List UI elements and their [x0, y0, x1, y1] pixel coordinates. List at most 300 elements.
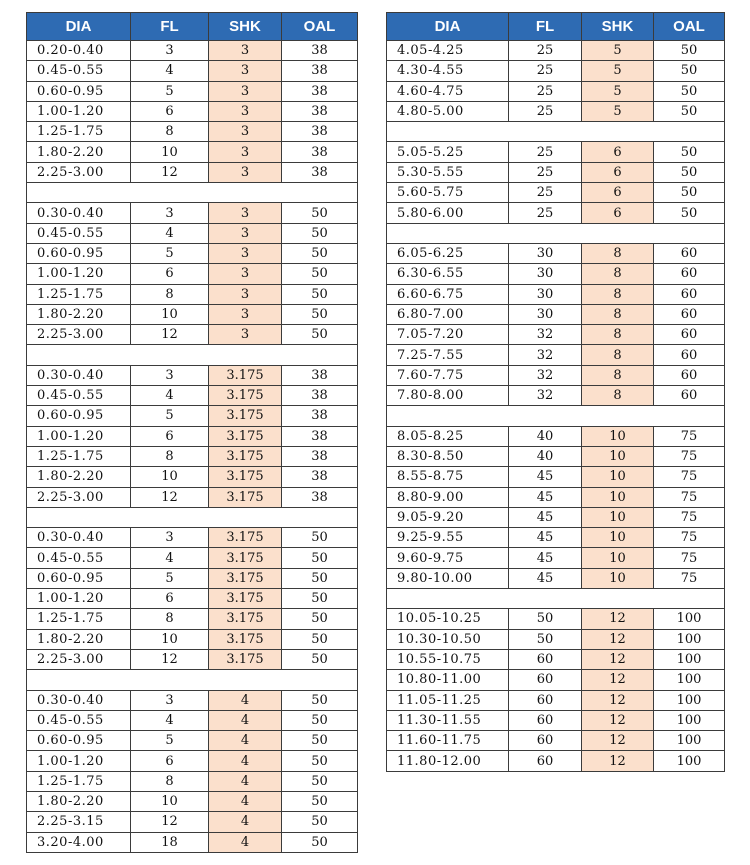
- cell-dia: 1.80-2.20: [27, 142, 131, 162]
- cell-dia: 5.80-6.00: [387, 203, 509, 223]
- cell-shk: 3: [209, 101, 282, 121]
- cell-fl: 5: [131, 731, 209, 751]
- cell-shk: 8: [582, 386, 654, 406]
- cell-dia: 9.25-9.55: [387, 528, 509, 548]
- cell-oal: 50: [282, 710, 358, 730]
- cell-shk: 12: [582, 649, 654, 669]
- table-row: [27, 751, 358, 771]
- cell-oal: 60: [654, 264, 725, 284]
- cell-shk: 4: [209, 751, 282, 771]
- cell-oal: 38: [282, 41, 358, 61]
- header-shk: SHK: [209, 13, 282, 41]
- cell-shk: 3: [209, 41, 282, 61]
- cell-oal: 60: [654, 365, 725, 385]
- cell-fl: 45: [509, 467, 582, 487]
- cell-shk: 3.175: [209, 629, 282, 649]
- cell-oal: 50: [282, 264, 358, 284]
- cell-fl: 45: [509, 528, 582, 548]
- table-row: [387, 183, 725, 203]
- cell-oal: 50: [282, 731, 358, 751]
- header-oal: OAL: [282, 13, 358, 41]
- cell-dia: 11.30-11.55: [387, 710, 509, 730]
- cell-fl: 4: [131, 61, 209, 81]
- cell-fl: 10: [131, 142, 209, 162]
- cell-fl: 25: [509, 203, 582, 223]
- table-row: [27, 406, 358, 426]
- cell-dia: 7.25-7.55: [387, 345, 509, 365]
- cell-dia: 1.25-1.75: [27, 122, 131, 142]
- cell-shk: 3.175: [209, 589, 282, 609]
- cell-dia: 1.80-2.20: [27, 467, 131, 487]
- cell-shk: 12: [582, 710, 654, 730]
- cell-dia: 1.25-1.75: [27, 771, 131, 791]
- cell-oal: 50: [282, 589, 358, 609]
- cell-dia: 5.30-5.55: [387, 162, 509, 182]
- cell-dia: 2.25-3.00: [27, 325, 131, 345]
- cell-oal: 50: [282, 568, 358, 588]
- cell-dia: 0.60-0.95: [27, 81, 131, 101]
- cell-shk: 3: [209, 162, 282, 182]
- right-table-body: [387, 41, 725, 772]
- cell-oal: 50: [282, 832, 358, 852]
- cell-oal: 50: [282, 284, 358, 304]
- cell-fl: 32: [509, 365, 582, 385]
- cell-dia: 0.30-0.40: [27, 528, 131, 548]
- cell-dia: 1.80-2.20: [27, 629, 131, 649]
- right-spec-table: [386, 12, 725, 772]
- cell-oal: 50: [654, 183, 725, 203]
- cell-shk: 10: [582, 568, 654, 588]
- table-row: [27, 649, 358, 669]
- cell-shk: 3.175: [209, 649, 282, 669]
- group-separator: [27, 507, 358, 527]
- header-fl: FL: [509, 13, 582, 41]
- cell-shk: 10: [582, 446, 654, 466]
- cell-oal: 100: [654, 609, 725, 629]
- cell-oal: 50: [282, 629, 358, 649]
- cell-shk: 3: [209, 243, 282, 263]
- table-row: [27, 325, 358, 345]
- table-row: [387, 203, 725, 223]
- cell-fl: 50: [509, 609, 582, 629]
- cell-oal: 75: [654, 446, 725, 466]
- table-row: [27, 81, 358, 101]
- cell-fl: 3: [131, 41, 209, 61]
- cell-oal: 38: [282, 101, 358, 121]
- table-row: [27, 122, 358, 142]
- cell-oal: 60: [654, 345, 725, 365]
- cell-shk: 3.175: [209, 467, 282, 487]
- cell-dia: 10.55-10.75: [387, 649, 509, 669]
- cell-shk: 4: [209, 812, 282, 832]
- table-row: [387, 325, 725, 345]
- cell-oal: 38: [282, 61, 358, 81]
- table-row: [27, 365, 358, 385]
- cell-dia: 11.60-11.75: [387, 731, 509, 751]
- cell-oal: 50: [282, 609, 358, 629]
- table-row: [27, 791, 358, 811]
- cell-oal: 100: [654, 710, 725, 730]
- cell-dia: 0.60-0.95: [27, 406, 131, 426]
- cell-fl: 25: [509, 81, 582, 101]
- cell-fl: 10: [131, 467, 209, 487]
- cell-shk: 3.175: [209, 568, 282, 588]
- cell-shk: 10: [582, 507, 654, 527]
- cell-fl: 45: [509, 487, 582, 507]
- cell-dia: 0.60-0.95: [27, 243, 131, 263]
- cell-dia: 1.00-1.20: [27, 751, 131, 771]
- cell-oal: 75: [654, 568, 725, 588]
- cell-shk: 3.175: [209, 446, 282, 466]
- cell-dia: 4.30-4.55: [387, 61, 509, 81]
- cell-dia: 4.80-5.00: [387, 101, 509, 121]
- table-row: [387, 386, 725, 406]
- cell-fl: 60: [509, 670, 582, 690]
- table-row: [27, 629, 358, 649]
- table-row: [387, 548, 725, 568]
- cell-fl: 40: [509, 446, 582, 466]
- cell-oal: 50: [654, 142, 725, 162]
- table-row: [387, 284, 725, 304]
- cell-dia: 0.45-0.55: [27, 61, 131, 81]
- separator-cell: [387, 223, 725, 243]
- table-row: [387, 426, 725, 446]
- group-separator: [387, 589, 725, 609]
- cell-fl: 6: [131, 264, 209, 284]
- cell-fl: 32: [509, 325, 582, 345]
- table-row: [387, 670, 725, 690]
- cell-dia: 1.25-1.75: [27, 609, 131, 629]
- cell-shk: 3.175: [209, 487, 282, 507]
- cell-oal: 100: [654, 751, 725, 771]
- cell-dia: 0.45-0.55: [27, 548, 131, 568]
- cell-dia: 7.80-8.00: [387, 386, 509, 406]
- table-row: [27, 243, 358, 263]
- cell-fl: 12: [131, 487, 209, 507]
- cell-oal: 75: [654, 426, 725, 446]
- cell-dia: 9.05-9.20: [387, 507, 509, 527]
- cell-dia: 0.45-0.55: [27, 710, 131, 730]
- table-row: [387, 41, 725, 61]
- table-row: [387, 365, 725, 385]
- table-row: [27, 528, 358, 548]
- cell-oal: 50: [282, 243, 358, 263]
- cell-fl: 10: [131, 304, 209, 324]
- table-row: [27, 223, 358, 243]
- cell-shk: 8: [582, 284, 654, 304]
- cell-shk: 3.175: [209, 386, 282, 406]
- cell-dia: 5.60-5.75: [387, 183, 509, 203]
- separator-cell: [27, 345, 358, 365]
- table-row: [387, 751, 725, 771]
- cell-shk: 3: [209, 142, 282, 162]
- cell-oal: 100: [654, 670, 725, 690]
- cell-oal: 75: [654, 487, 725, 507]
- cell-shk: 4: [209, 771, 282, 791]
- cell-dia: 6.80-7.00: [387, 304, 509, 324]
- group-separator: [27, 670, 358, 690]
- cell-oal: 50: [654, 203, 725, 223]
- header-oal: OAL: [654, 13, 725, 41]
- cell-oal: 60: [654, 284, 725, 304]
- cell-dia: 4.60-4.75: [387, 81, 509, 101]
- cell-shk: 12: [582, 629, 654, 649]
- table-row: [387, 304, 725, 324]
- cell-dia: 5.05-5.25: [387, 142, 509, 162]
- table-row: [27, 548, 358, 568]
- table-row: [27, 162, 358, 182]
- cell-dia: 3.20-4.00: [27, 832, 131, 852]
- cell-dia: 10.80-11.00: [387, 670, 509, 690]
- table-row: [27, 487, 358, 507]
- header-shk: SHK: [582, 13, 654, 41]
- separator-cell: [27, 670, 358, 690]
- cell-shk: 4: [209, 690, 282, 710]
- cell-shk: 4: [209, 791, 282, 811]
- cell-shk: 8: [582, 325, 654, 345]
- cell-fl: 30: [509, 304, 582, 324]
- cell-dia: 1.00-1.20: [27, 101, 131, 121]
- cell-fl: 12: [131, 812, 209, 832]
- cell-dia: 0.60-0.95: [27, 568, 131, 588]
- table-row: [387, 507, 725, 527]
- table-row: [27, 731, 358, 751]
- cell-dia: 8.30-8.50: [387, 446, 509, 466]
- cell-shk: 3.175: [209, 609, 282, 629]
- cell-shk: 3.175: [209, 528, 282, 548]
- cell-oal: 50: [282, 649, 358, 669]
- cell-fl: 4: [131, 386, 209, 406]
- cell-dia: 10.30-10.50: [387, 629, 509, 649]
- cell-oal: 50: [654, 101, 725, 121]
- cell-fl: 5: [131, 406, 209, 426]
- cell-shk: 3: [209, 203, 282, 223]
- cell-shk: 8: [582, 243, 654, 263]
- cell-oal: 100: [654, 649, 725, 669]
- group-separator: [387, 223, 725, 243]
- cell-shk: 3.175: [209, 548, 282, 568]
- table-row: [387, 649, 725, 669]
- cell-shk: 6: [582, 162, 654, 182]
- table-row: [387, 528, 725, 548]
- cell-oal: 50: [282, 304, 358, 324]
- cell-fl: 12: [131, 325, 209, 345]
- cell-oal: 50: [282, 751, 358, 771]
- cell-fl: 25: [509, 101, 582, 121]
- cell-oal: 50: [654, 61, 725, 81]
- table-row: [387, 568, 725, 588]
- cell-fl: 5: [131, 81, 209, 101]
- cell-oal: 38: [282, 386, 358, 406]
- group-separator: [387, 122, 725, 142]
- cell-fl: 12: [131, 162, 209, 182]
- cell-shk: 3.175: [209, 426, 282, 446]
- cell-shk: 6: [582, 142, 654, 162]
- table-row: [27, 142, 358, 162]
- table-row: [387, 162, 725, 182]
- table-row: [387, 710, 725, 730]
- table-row: [27, 589, 358, 609]
- cell-fl: 30: [509, 284, 582, 304]
- cell-fl: 4: [131, 710, 209, 730]
- table-row: [27, 284, 358, 304]
- cell-fl: 50: [509, 629, 582, 649]
- cell-dia: 1.80-2.20: [27, 304, 131, 324]
- cell-dia: 0.20-0.40: [27, 41, 131, 61]
- cell-dia: 1.25-1.75: [27, 446, 131, 466]
- cell-dia: 8.05-8.25: [387, 426, 509, 446]
- cell-dia: 1.00-1.20: [27, 426, 131, 446]
- cell-fl: 3: [131, 690, 209, 710]
- cell-dia: 1.25-1.75: [27, 284, 131, 304]
- cell-fl: 4: [131, 548, 209, 568]
- table-row: [27, 264, 358, 284]
- cell-oal: 38: [282, 365, 358, 385]
- table-row: [387, 345, 725, 365]
- cell-shk: 5: [582, 61, 654, 81]
- cell-shk: 12: [582, 670, 654, 690]
- cell-shk: 10: [582, 528, 654, 548]
- table-row: [27, 467, 358, 487]
- cell-dia: 0.60-0.95: [27, 731, 131, 751]
- cell-oal: 60: [654, 243, 725, 263]
- cell-dia: 8.55-8.75: [387, 467, 509, 487]
- cell-dia: 8.80-9.00: [387, 487, 509, 507]
- cell-dia: 1.00-1.20: [27, 589, 131, 609]
- table-row: [27, 101, 358, 121]
- cell-shk: 10: [582, 426, 654, 446]
- cell-shk: 4: [209, 710, 282, 730]
- cell-oal: 50: [282, 812, 358, 832]
- table-row: [27, 812, 358, 832]
- cell-fl: 40: [509, 426, 582, 446]
- cell-fl: 60: [509, 731, 582, 751]
- cell-dia: 0.30-0.40: [27, 365, 131, 385]
- table-row: [27, 609, 358, 629]
- cell-shk: 12: [582, 751, 654, 771]
- cell-oal: 50: [282, 548, 358, 568]
- cell-dia: 0.30-0.40: [27, 690, 131, 710]
- table-row: [27, 446, 358, 466]
- cell-dia: 6.05-6.25: [387, 243, 509, 263]
- cell-fl: 8: [131, 122, 209, 142]
- cell-shk: 12: [582, 731, 654, 751]
- cell-oal: 38: [282, 406, 358, 426]
- cell-fl: 3: [131, 365, 209, 385]
- table-row: [387, 629, 725, 649]
- table-row: [387, 690, 725, 710]
- cell-oal: 50: [282, 771, 358, 791]
- table-row: [27, 203, 358, 223]
- table-row: [387, 487, 725, 507]
- cell-fl: 5: [131, 243, 209, 263]
- separator-cell: [387, 406, 725, 426]
- cell-fl: 30: [509, 243, 582, 263]
- cell-dia: 2.25-3.00: [27, 649, 131, 669]
- cell-fl: 45: [509, 548, 582, 568]
- table-row: [387, 446, 725, 466]
- cell-oal: 75: [654, 528, 725, 548]
- cell-dia: 9.60-9.75: [387, 548, 509, 568]
- cell-shk: 3: [209, 122, 282, 142]
- cell-oal: 50: [654, 41, 725, 61]
- group-separator: [27, 345, 358, 365]
- separator-cell: [27, 183, 358, 203]
- cell-dia: 9.80-10.00: [387, 568, 509, 588]
- cell-dia: 0.30-0.40: [27, 203, 131, 223]
- cell-dia: 6.60-6.75: [387, 284, 509, 304]
- separator-cell: [387, 589, 725, 609]
- cell-shk: 5: [582, 41, 654, 61]
- cell-dia: 7.05-7.20: [387, 325, 509, 345]
- separator-cell: [387, 122, 725, 142]
- cell-fl: 30: [509, 264, 582, 284]
- cell-fl: 45: [509, 568, 582, 588]
- cell-shk: 3: [209, 223, 282, 243]
- cell-fl: 6: [131, 751, 209, 771]
- cell-shk: 10: [582, 548, 654, 568]
- table-row: [27, 41, 358, 61]
- cell-fl: 8: [131, 446, 209, 466]
- cell-oal: 75: [654, 507, 725, 527]
- cell-fl: 5: [131, 568, 209, 588]
- cell-fl: 3: [131, 528, 209, 548]
- table-row: [27, 386, 358, 406]
- cell-oal: 50: [282, 528, 358, 548]
- cell-shk: 8: [582, 345, 654, 365]
- cell-shk: 12: [582, 690, 654, 710]
- cell-dia: 4.05-4.25: [387, 41, 509, 61]
- cell-oal: 60: [654, 304, 725, 324]
- cell-oal: 38: [282, 162, 358, 182]
- left-table-header: [27, 13, 358, 41]
- header-dia: DIA: [387, 13, 509, 41]
- cell-fl: 25: [509, 41, 582, 61]
- cell-fl: 4: [131, 223, 209, 243]
- table-row: [27, 426, 358, 446]
- left-table-body: [27, 41, 358, 853]
- cell-shk: 3.175: [209, 365, 282, 385]
- left-spec-table: [26, 12, 358, 853]
- table-row: [27, 690, 358, 710]
- cell-shk: 3: [209, 264, 282, 284]
- group-separator: [387, 406, 725, 426]
- cell-shk: 10: [582, 487, 654, 507]
- cell-fl: 6: [131, 426, 209, 446]
- cell-shk: 4: [209, 731, 282, 751]
- cell-shk: 4: [209, 832, 282, 852]
- table-row: [27, 61, 358, 81]
- cell-shk: 3: [209, 304, 282, 324]
- cell-fl: 25: [509, 142, 582, 162]
- cell-oal: 100: [654, 731, 725, 751]
- table-row: [387, 61, 725, 81]
- cell-fl: 60: [509, 710, 582, 730]
- cell-fl: 60: [509, 690, 582, 710]
- separator-cell: [27, 507, 358, 527]
- cell-dia: 2.25-3.00: [27, 487, 131, 507]
- cell-fl: 45: [509, 507, 582, 527]
- cell-oal: 50: [282, 203, 358, 223]
- table-row: [387, 609, 725, 629]
- cell-dia: 0.45-0.55: [27, 386, 131, 406]
- cell-shk: 6: [582, 183, 654, 203]
- cell-shk: 6: [582, 203, 654, 223]
- cell-dia: 2.25-3.00: [27, 162, 131, 182]
- table-row: [387, 264, 725, 284]
- cell-fl: 25: [509, 162, 582, 182]
- cell-oal: 100: [654, 690, 725, 710]
